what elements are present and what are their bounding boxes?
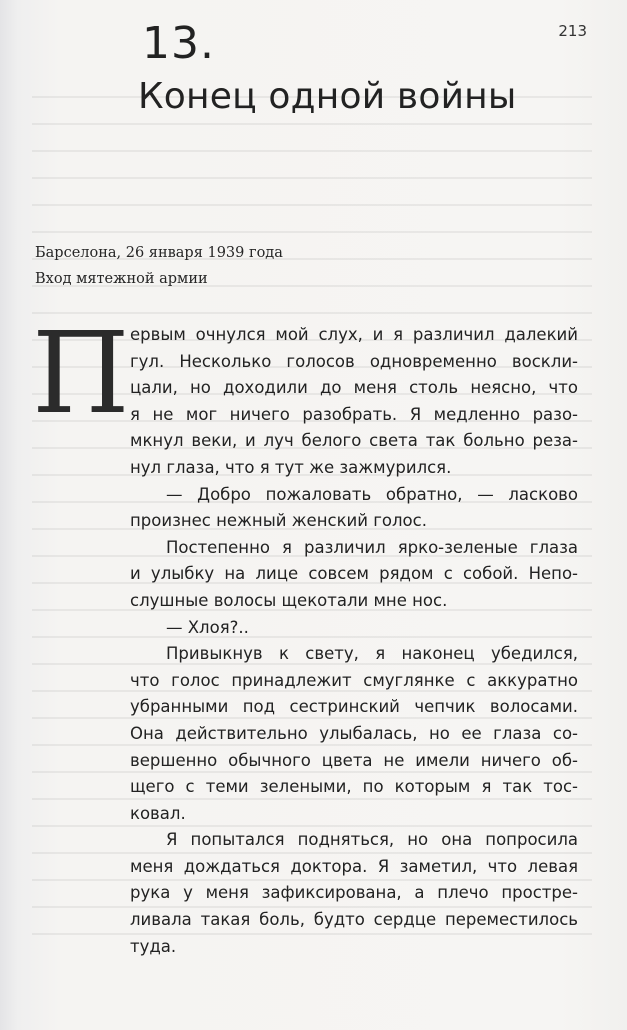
text-line: — Добро пожаловать обратно, — ласково	[166, 484, 578, 504]
chapter-number: 13.	[142, 18, 215, 69]
text-line: ливала такая боль, будто сердце переместилось	[130, 910, 578, 930]
text-line: цали, но доходили до меня столь неясно, что	[130, 378, 578, 398]
text-line: я не мог ничего разобрать. Я медленно разо-	[130, 404, 578, 424]
text-line: щего с теми зелеными, по которым я так тос-	[130, 777, 578, 797]
drop-cap: П	[32, 309, 130, 439]
epigraph-event: Вход мятежной армии	[35, 271, 208, 287]
text-line: меня дождаться доктора. Я заметил, что левая	[130, 856, 578, 876]
text-line: Она действительно улыбалась, но ее глаза со-	[130, 723, 578, 743]
page-number: 213	[558, 22, 587, 40]
text-line: гул. Несколько голосов одновременно воскли-	[130, 351, 578, 371]
text-line: — Хлоя?..	[166, 617, 249, 637]
text-line: убранными под сестринский чепчик волосами.	[130, 697, 578, 717]
epigraph-place-date: Барселона, 26 января 1939 года	[35, 245, 283, 261]
text-line: нул глаза, что я тут же зажмурился.	[130, 457, 452, 477]
text-line: Я попытался подняться, но она попросила	[166, 830, 578, 850]
body-text	[130, 322, 578, 960]
text-line: слушные волосы щекотали мне нос.	[130, 590, 448, 610]
text-line: рука у меня зафиксирована, а плечо простре-	[130, 883, 578, 903]
text-line: что голос принадлежит смуглянке с аккуратно	[130, 670, 578, 690]
text-line: и улыбку на лице совсем рядом с собой. Непо-	[130, 564, 578, 584]
text-line: мкнул веки, и луч белого света так больно реза-	[130, 431, 578, 451]
text-line: вершенно обычного цвета не имели ничего об-	[130, 750, 578, 770]
text-line: Постепенно я различил ярко-зеленые глаза	[166, 537, 578, 557]
epigraph	[35, 240, 283, 292]
text-line: ервым очнулся мой слух, и я различил далекий	[130, 325, 578, 344]
chapter-title: Конец одной войны	[138, 76, 517, 117]
text-line: Привыкнув к свету, я наконец убедился,	[166, 644, 578, 664]
text-line: туда.	[130, 936, 177, 956]
text-line: произнес нежный женский голос.	[130, 511, 427, 531]
text-line: ковал.	[130, 803, 186, 823]
